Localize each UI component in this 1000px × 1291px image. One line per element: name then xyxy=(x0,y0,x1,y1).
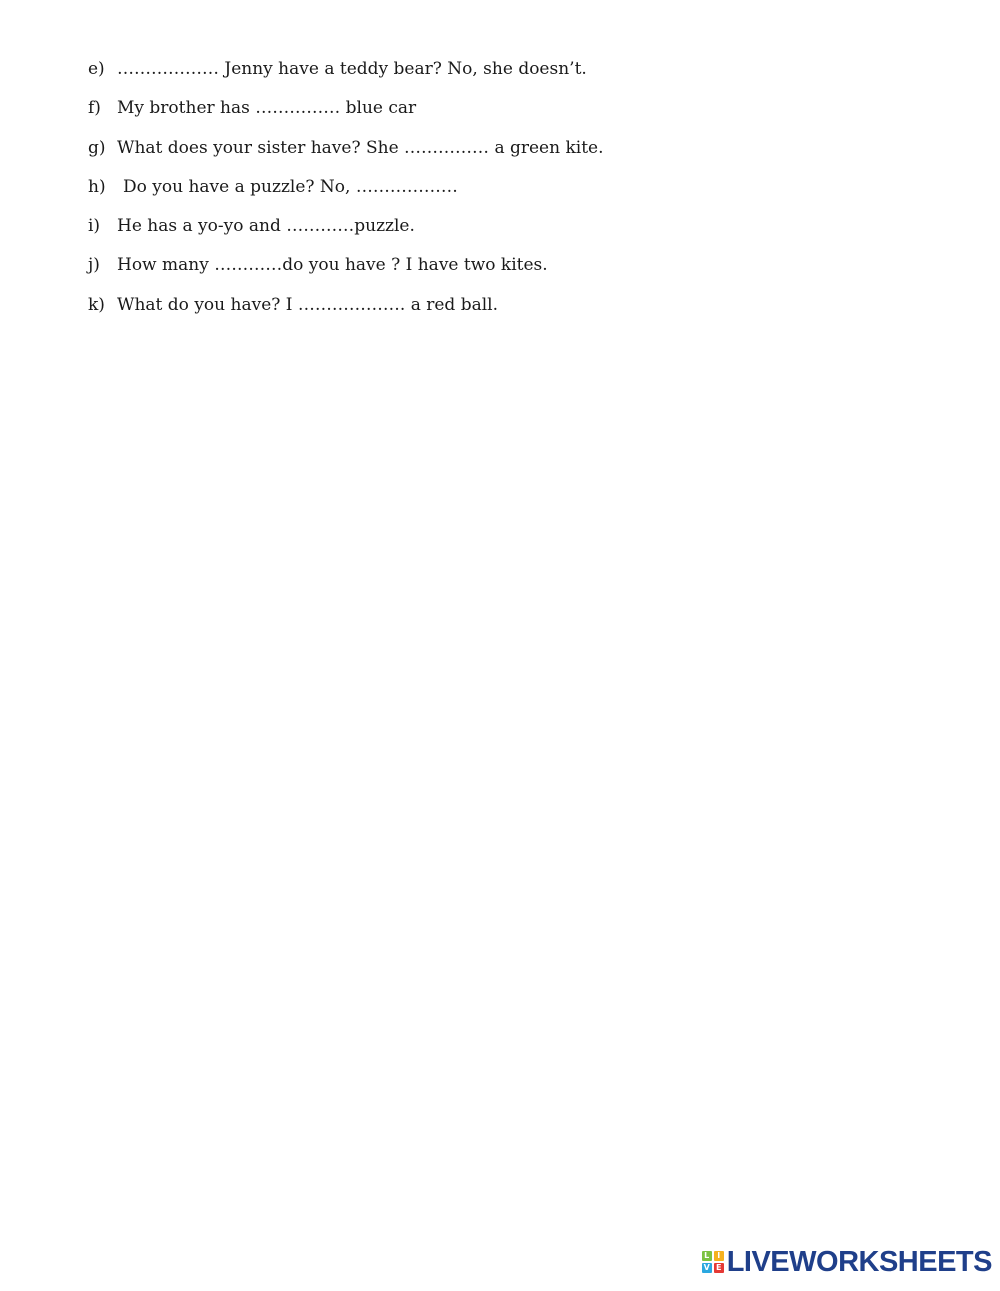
logo-mark-tile: V xyxy=(703,1263,710,1272)
exercise-item-f xyxy=(88,95,948,134)
exercise-item-j xyxy=(88,252,948,291)
item-sentence: How many …………do you have ? I have two kites. xyxy=(117,255,548,276)
item-letter: h) xyxy=(88,176,106,197)
liveworksheets-logo xyxy=(702,1247,992,1277)
exercise-item-h xyxy=(88,174,948,213)
exercise-item-k xyxy=(88,292,948,331)
logo-wordmark: LIVEWORKSHEETS xyxy=(726,1245,992,1278)
exercise-list xyxy=(88,56,948,331)
item-sentence: What does your sister have? She …………… a green kite. xyxy=(117,137,604,158)
item-letter: f) xyxy=(88,98,101,119)
exercise-item-g xyxy=(88,135,948,174)
item-letter: k) xyxy=(88,294,105,315)
logo-mark-tile: L xyxy=(702,1251,712,1261)
item-letter: g) xyxy=(88,137,106,158)
item-sentence: ……………… Jenny have a teddy bear? No, she doesn’t. xyxy=(117,59,587,79)
item-letter: j) xyxy=(88,255,100,276)
item-letter: i) xyxy=(88,216,101,237)
exercise-item-e xyxy=(88,56,948,95)
item-sentence: What do you have? I ………………. a red ball. xyxy=(117,294,499,315)
exercise-item-i xyxy=(88,213,948,252)
item-sentence: My brother has …………… blue car xyxy=(117,98,417,119)
logo-mark-tile: E xyxy=(714,1263,724,1273)
logo-mark-icon xyxy=(702,1251,724,1273)
item-letter: e) xyxy=(88,59,105,79)
item-sentence: Do you have a puzzle? No, ……………… xyxy=(123,176,458,197)
logo-mark-tile: I xyxy=(714,1251,724,1261)
item-sentence: He has a yo-yo and …………puzzle. xyxy=(117,216,415,237)
